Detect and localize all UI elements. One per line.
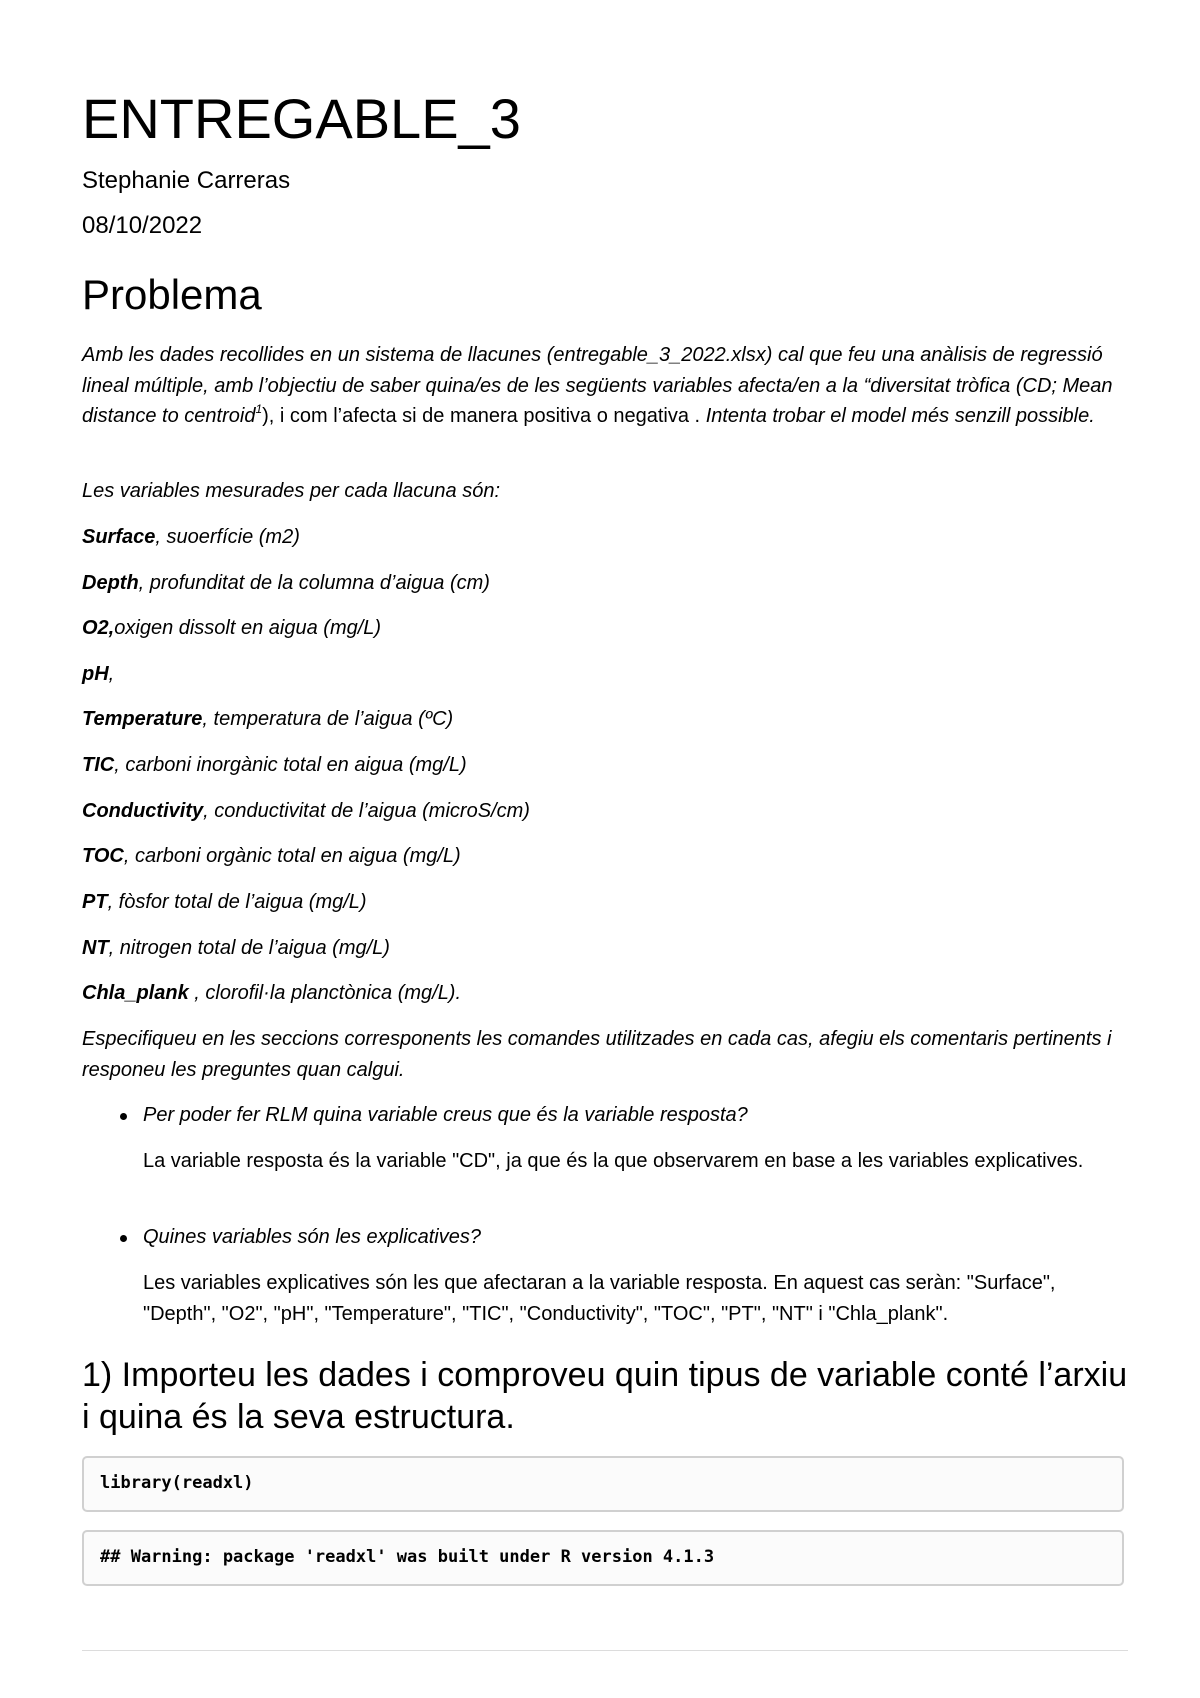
bullet-icon <box>120 1235 130 1245</box>
variable-item <box>82 887 1128 918</box>
variable-name: TIC <box>82 754 115 776</box>
variable-item <box>82 613 1128 644</box>
variable-name: PT <box>82 891 108 913</box>
instructions-text: Especifiqueu en les seccions corresponents les comandes utilitzades en cada cas, afegiu els comentaris pertinents i responeu les preguntes quan calgui. <box>82 1028 1112 1081</box>
document-title: ENTREGABLE_3 <box>82 87 521 150</box>
variable-name: Depth <box>82 572 139 594</box>
variable-name: Temperature <box>82 708 203 730</box>
output-block[interactable] <box>82 1530 1124 1586</box>
variable-desc: , <box>108 663 115 685</box>
variable-desc: , conductivitat de l’aigua (microS/cm) <box>203 800 530 822</box>
variable-item <box>82 978 1128 1009</box>
variable-desc: , clorofil·la planctònica (mg/L). <box>188 982 462 1004</box>
problem-intro <box>82 340 1128 432</box>
output-text: ## Warning: package 'readxl' was built under R version 4.1.3 <box>100 1547 715 1567</box>
horizontal-divider <box>82 1650 1128 1651</box>
section-heading: 1) Importeu les dades i comproveu quin tipus de variable conté l’arxiu i quina és la seva estructura. <box>82 1356 1128 1436</box>
variable-desc: , profunditat de la columna d’aigua (cm) <box>138 572 490 594</box>
variable-item <box>82 796 1128 827</box>
variable-desc: , carboni orgànic total en aigua (mg/L) <box>123 845 461 867</box>
document-date: 08/10/2022 <box>82 212 203 239</box>
variable-item <box>82 659 1128 690</box>
author-name: Stephanie Carreras <box>82 167 291 194</box>
variable-desc: , nitrogen total de l’aigua (mg/L) <box>108 937 390 959</box>
variable-item <box>82 704 1128 735</box>
variable-name: Chla_plank <box>82 982 189 1004</box>
question-text: Quines variables són les explicatives? <box>143 1226 481 1248</box>
variable-desc: , suoerfície (m2) <box>155 526 300 548</box>
variable-desc: , fòsfor total de l’aigua (mg/L) <box>107 891 367 913</box>
answer-text: Les variables explicatives són les que afectaran a la variable resposta. En aquest cas seràn: "Surface", "Depth", "O2", "pH", "Temperature", "TIC", "Conductivity", "TOC", "PT", "NT" i "Chla_plank". <box>143 1272 1056 1325</box>
variables-intro: Les variables mesurades per cada llacuna són: <box>82 480 501 502</box>
code-text: library(readxl) <box>100 1473 254 1493</box>
variable-name: Surface <box>82 526 156 548</box>
variable-desc: oxigen dissolt en aigua (mg/L) <box>114 617 382 639</box>
variable-name: O2, <box>82 617 115 639</box>
question-text: Per poder fer RLM quina variable creus que és la variable resposta? <box>143 1104 748 1126</box>
variable-desc: , carboni inorgànic total en aigua (mg/L) <box>114 754 467 776</box>
variable-item <box>82 750 1128 781</box>
intro-text-1: Amb les dades recollides en un sistema de llacunes (entregable_3_2022.xlsx) cal que feu una anàlisis de regressió lineal múltiple, amb l’objectiu de saber quina/es de les següents variables afecta/en a la “diversitat tròfica (CD; Mean distance to centroid <box>82 344 1113 427</box>
variable-name: TOC <box>82 845 124 867</box>
variable-name: Conductivity <box>82 800 204 822</box>
code-block[interactable] <box>82 1456 1124 1512</box>
variable-item <box>82 933 1128 964</box>
variable-item <box>82 841 1128 872</box>
variable-name: NT <box>82 937 109 959</box>
variable-item <box>82 568 1128 599</box>
answer-text: La variable resposta és la variable "CD", ja que és la que observarem en base a les variables explicatives. <box>143 1150 1084 1172</box>
variable-name: pH <box>82 663 109 685</box>
intro-text-3: Intenta trobar el model més senzill possible. <box>705 405 1095 427</box>
variable-desc: , temperatura de l’aigua (ºC) <box>202 708 454 730</box>
bullet-icon <box>120 1113 130 1123</box>
problem-heading: Problema <box>82 271 262 318</box>
variable-item <box>82 522 1128 553</box>
footnote-ref[interactable]: 1 <box>255 402 263 416</box>
intro-text-2: ), i com l’afecta si de manera positiva o negativa . <box>262 405 701 427</box>
